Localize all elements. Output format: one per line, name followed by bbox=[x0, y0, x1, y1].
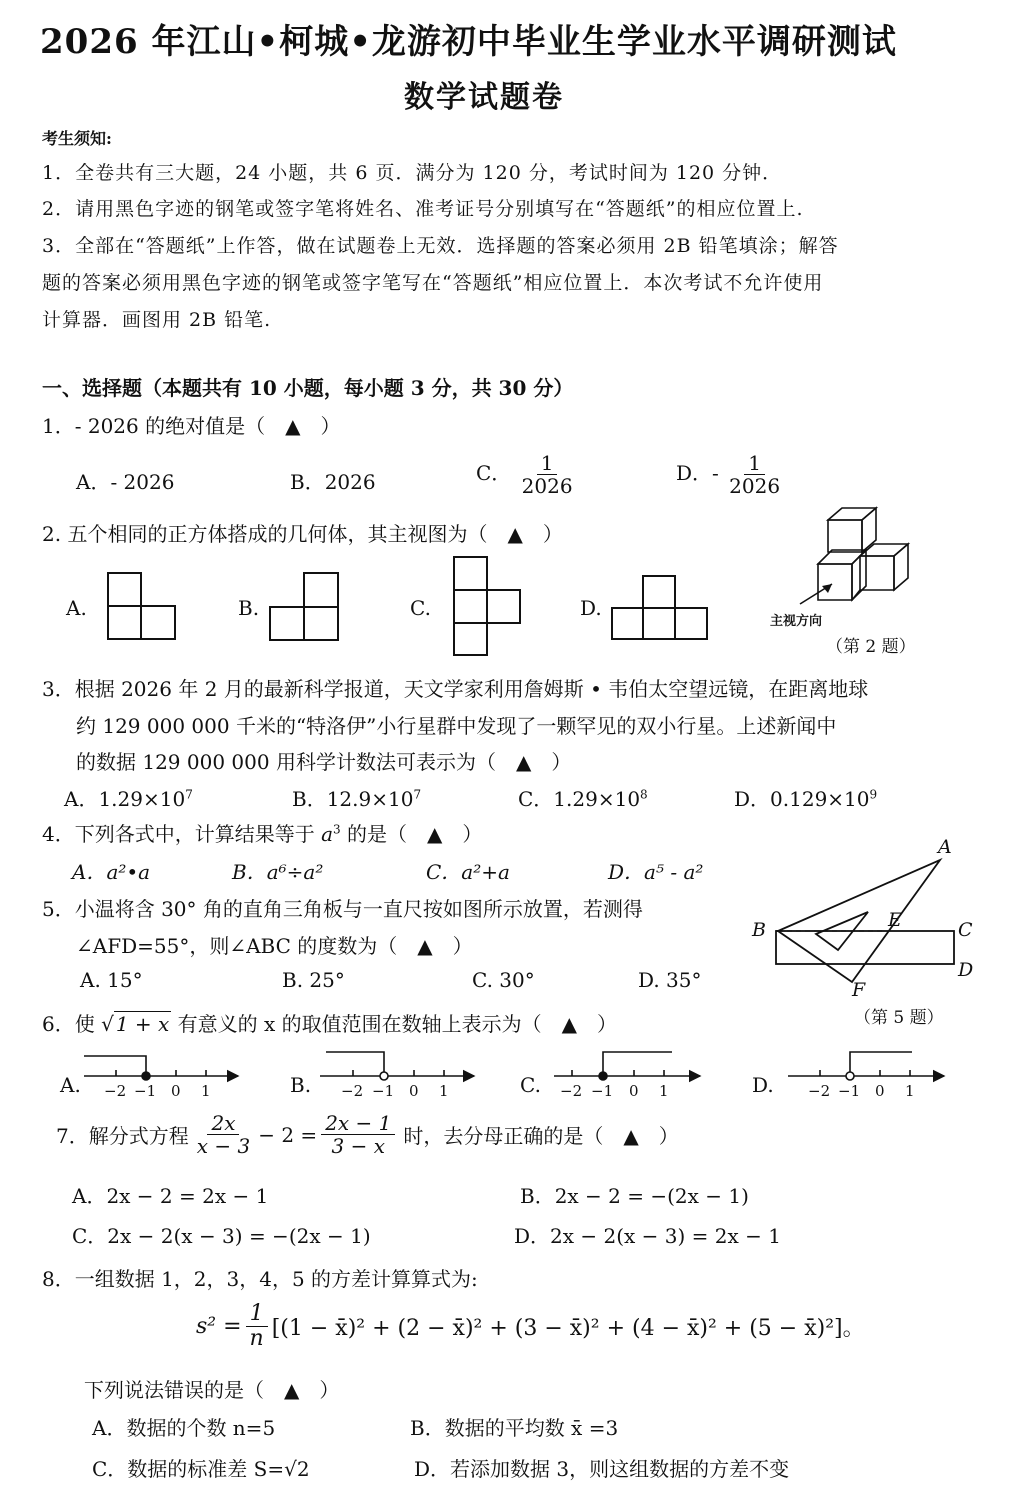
q3-option-b: B．$12.9\times 10^7$ bbox=[292, 787, 422, 811]
q6-label-a: A. bbox=[60, 1073, 81, 1097]
q5-option-d: D. 35° bbox=[638, 968, 702, 992]
tick-label: 1 bbox=[439, 1082, 449, 1100]
q8-option-c: C．数据的标准差 S=√2 bbox=[92, 1457, 310, 1481]
number-line-c bbox=[554, 1052, 700, 1080]
section-heading: 一、选择题（本题共有 10 小题，每小题 3 分，共 30 分） bbox=[42, 376, 574, 400]
number-line-b bbox=[320, 1052, 474, 1080]
number-line-d bbox=[788, 1052, 944, 1080]
point-label-d: D bbox=[958, 959, 974, 981]
q2-label-c: C. bbox=[410, 596, 431, 620]
q3-line3: 的数据 129 000 000 用科学计数法可表示为（ ▲ ） bbox=[76, 750, 572, 774]
q8-stem: 8．一组数据 1，2，3，4，5 的方差计算算式为: bbox=[42, 1267, 478, 1291]
tick-label: 0 bbox=[409, 1082, 419, 1100]
q2-label-d: D. bbox=[580, 596, 602, 620]
q3-option-c: C．$1.29\times 10^8$ bbox=[518, 787, 648, 811]
q5-figure-caption: （第 5 题） bbox=[854, 1008, 944, 1028]
q6-label-b: B. bbox=[290, 1073, 312, 1097]
q2-direction-label: 主视方向 bbox=[770, 614, 823, 629]
point-label-c: C bbox=[958, 919, 973, 941]
q3-option-a: A．$1.29\times 10^7$ bbox=[64, 787, 193, 811]
q5-line1: 5．小温将含 30° 角的直角三角板与一直尺按如图所示放置，若测得 bbox=[42, 897, 643, 921]
q7-option-a: A．2x − 2 = 2x − 1 bbox=[72, 1184, 269, 1208]
q5-option-b: B. 25° bbox=[282, 968, 345, 992]
tick-label: −2 bbox=[341, 1082, 364, 1100]
q2-label-a: A. bbox=[66, 596, 87, 620]
q8-option-b: B．数据的平均数 x̄ =3 bbox=[410, 1416, 619, 1440]
q3-line2: 约 129 000 000 千米的“特洛伊”小行星群中发现了一颗罕见的双小行星。上述新闻中 bbox=[76, 714, 837, 738]
q1-option-d: D．- $\frac{1}{2026}$ bbox=[676, 451, 781, 498]
q7-option-c: C．2x − 2(x − 3) = −(2x − 1) bbox=[72, 1224, 371, 1248]
q1-option-a: A．- 2026 bbox=[76, 470, 175, 494]
tick-label: −1 bbox=[372, 1082, 395, 1100]
q1-option-c: C． $\frac{1}{2026}$ bbox=[476, 451, 573, 498]
tick-label: 1 bbox=[659, 1082, 669, 1100]
tick-label: 1 bbox=[201, 1082, 211, 1100]
q6-stem: 6．使 √ 1 + x 有意义的 x 的取值范围在数轴上表示为（ ▲ ） bbox=[42, 1012, 618, 1036]
point-label-e: E bbox=[888, 909, 902, 931]
point-label-b: B bbox=[752, 919, 766, 941]
q4-option-c: C．a²+a bbox=[426, 860, 510, 884]
note-line: 题的答案必须用黑色字迹的钢笔或签字笔写在“答题纸”相应位置上．本次考试不允许使用 bbox=[42, 272, 824, 294]
point-label-a: A bbox=[938, 836, 952, 858]
q4-stem: 4．下列各式中，计算结果等于 $a^3$ 的是（ ▲ ） bbox=[42, 822, 483, 846]
q7-option-b: B．2x − 2 = −(2x − 1) bbox=[520, 1184, 749, 1208]
note-line: 计算器．画图用 2B 铅笔. bbox=[42, 309, 272, 331]
q4-option-d: D．a⁵ - a² bbox=[608, 860, 704, 884]
tick-label: −1 bbox=[838, 1082, 861, 1100]
notes-heading: 考生须知: bbox=[42, 129, 112, 148]
note-line: 3．全部在“答题纸”上作答，做在试题卷上无效．选择题的答案必须用 2B 铅笔填涂；解答 bbox=[42, 235, 839, 257]
q4-option-a: A．a²•a bbox=[72, 860, 151, 884]
tick-label: −2 bbox=[104, 1082, 127, 1100]
q2-stem: 2. 五个相同的正方体搭成的几何体，其主视图为（ ▲ ） bbox=[42, 522, 563, 546]
tick-label: 1 bbox=[905, 1082, 915, 1100]
q8-option-a: A．数据的个数 n=5 bbox=[92, 1416, 276, 1440]
q7-option-d: D．2x − 2(x − 3) = 2x − 1 bbox=[514, 1224, 781, 1248]
note-line: 1．全卷共有三大题，24 小题，共 6 页．满分为 120 分，考试时间为 120 分钟． bbox=[42, 162, 783, 184]
number-line-a bbox=[84, 1056, 238, 1080]
exam-title: 2026 年江山•柯城•龙游初中毕业生学业水平调研测试 bbox=[40, 22, 897, 62]
q2-figure-caption: （第 2 题） bbox=[826, 637, 916, 657]
q6-label-c: C. bbox=[520, 1073, 541, 1097]
q5-option-a: A. 15° bbox=[80, 968, 143, 992]
point-label-f: F bbox=[852, 979, 866, 1001]
q8-prompt: 下列说法错误的是（ ▲ ） bbox=[84, 1378, 340, 1402]
q1-stem: 1．- 2026 的绝对值是（ ▲ ） bbox=[42, 414, 341, 438]
tick-label: −2 bbox=[560, 1082, 583, 1100]
q4-option-b: B．a⁶÷a² bbox=[232, 860, 324, 884]
tick-label: 0 bbox=[629, 1082, 639, 1100]
tick-label: −1 bbox=[134, 1082, 157, 1100]
q2-label-b: B. bbox=[238, 596, 260, 620]
q3-option-d: D．$0.129\times 10^9$ bbox=[734, 787, 878, 811]
q8-formula: s² = $\frac{1}{n}$ [(1 − x̄)² + (2 − x̄)² + (3 − x̄)² + (4 − x̄)² + (5 − x̄)²]。 bbox=[196, 1301, 865, 1352]
q3-line1: 3．根据 2026 年 2 月的最新科学报道，天文学家利用詹姆斯 • 韦伯太空望远镜，在距离地球 bbox=[42, 677, 869, 701]
q7-stem: 7．解分式方程 $\frac{2x}{x - 3}$ − 2 = $\frac{2x - 1}{3 - x}$ 时，去分母正确的是（ ▲ ） bbox=[56, 1111, 679, 1158]
tick-label: 0 bbox=[875, 1082, 885, 1100]
tick-label: −2 bbox=[808, 1082, 831, 1100]
q1-option-b: B．2026 bbox=[290, 470, 376, 494]
q8-option-d: D．若添加数据 3，则这组数据的方差不变 bbox=[414, 1457, 790, 1481]
exam-subtitle: 数学试题卷 bbox=[404, 80, 564, 115]
tick-label: −1 bbox=[591, 1082, 614, 1100]
tick-label: 0 bbox=[171, 1082, 181, 1100]
q5-option-c: C. 30° bbox=[472, 968, 535, 992]
q6-label-d: D. bbox=[752, 1073, 774, 1097]
note-line: 2．请用黑色字迹的钢笔或签字笔将姓名、准考证号分别填写在“答题纸”的相应位置上. bbox=[42, 198, 804, 220]
q5-line2: ∠AFD=55°，则∠ABC 的度数为（ ▲ ） bbox=[76, 934, 473, 958]
